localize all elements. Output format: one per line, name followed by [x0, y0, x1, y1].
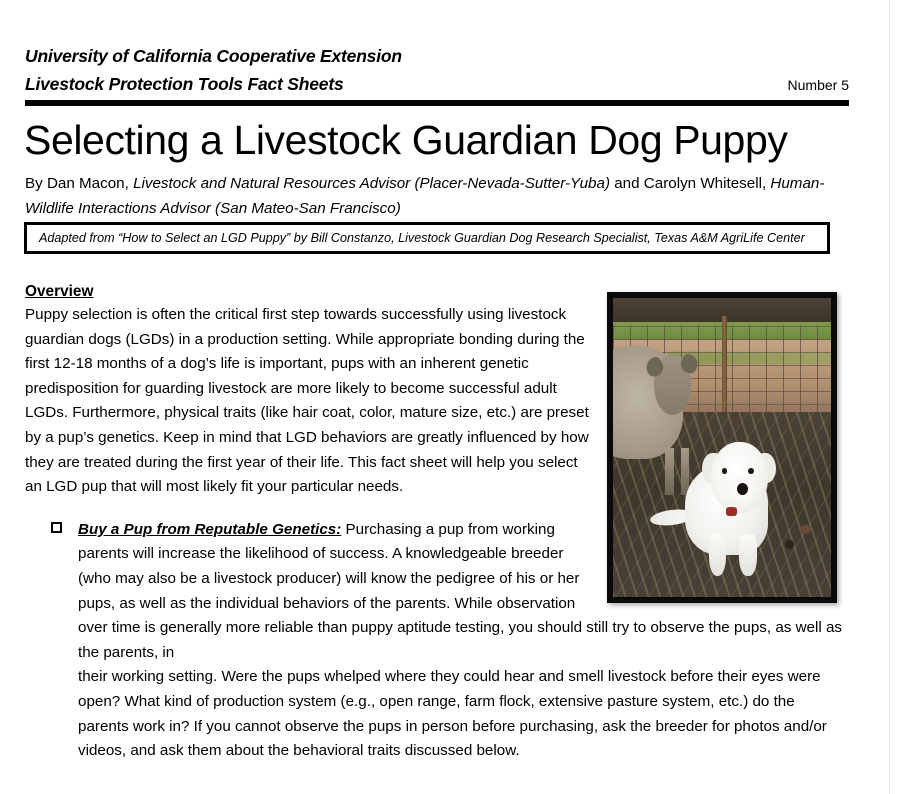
photo-puppy-collar-tag	[726, 507, 737, 516]
adapted-from-text: Adapted from “How to Select an LGD Puppy” by Bill Constanzo, Livestock Guardian Dog Research Specialist, Texas A&M AgriLife Center	[39, 231, 805, 245]
bullet-lead-label: Buy a Pup from Reputable Genetics:	[78, 520, 342, 538]
organization-line-1: University of California Cooperative Extension	[25, 46, 402, 66]
bullet-body-wrapped: Purchasing a pup from working parents will increase the likelihood of success. A knowledgeable breeder (who may also be a livestock producer) will know the pedigree of his or her pups, as well as the individual behaviors of the parents. While observation over time is generally more reliable than puppy aptitude testing, you should still try to observe the pups, as well as the parents, in	[78, 520, 843, 661]
byline-joiner: and Carolyn Whitesell,	[610, 175, 771, 192]
photo-sheep-leg-front	[665, 448, 674, 496]
section-heading-overview: Overview	[25, 283, 94, 300]
organization-line-2: Livestock Protection Tools Fact Sheets	[25, 74, 344, 94]
byline-role-2: Human-Wildlife Interactions Advisor (San Mateo-San Francisco)	[25, 175, 825, 217]
adapted-from-box	[24, 222, 830, 254]
byline-role-1: Livestock and Natural Resources Advisor (Placer-Nevada-Sutter-Yuba)	[133, 175, 610, 192]
issue-number: Number 5	[787, 77, 849, 93]
checkbox-square-icon	[51, 522, 62, 533]
bullet-paragraph-wrapped	[78, 518, 849, 666]
bullet-item-reputable-genetics	[25, 518, 849, 666]
overview-paragraph: Puppy selection is often the critical first step towards successfully using livestock guardian dogs (LGDs) in a production setting. While appropriate bonding during the first 12-18 months of a dog’s life is important, pups with an inherent genetic predisposition for guarding livestock are more likely to become successful adult LGDs. Furthermore, physical traits (like hair coat, color, mature size, etc.) are preset by a pup’s genetics. Keep in mind that LGD behaviors are greatly influenced by how they are treated during the first year of their life. This fact sheet will help you select an LGD pup that will most likely fit your particular needs.	[25, 306, 589, 496]
byline-prefix: By Dan Macon,	[25, 175, 134, 192]
masthead	[25, 42, 849, 99]
body-content	[25, 283, 849, 764]
bullet-paragraph-continued: their working setting. Were the pups whelped where they could hear and smell livestock before their eyes were open? What kind of production system (e.g., open range, farm flock, extensive pasture system, etc.) do the parents work in? If you cannot observe the pups in person before purchasing, ask the breeder for photos and/or videos, and ask them about the behavioral traits discussed below.	[78, 668, 827, 760]
photo-puppy-eye-right	[748, 468, 753, 474]
byline	[25, 171, 825, 221]
page-title: Selecting a Livestock Guardian Dog Puppy	[24, 117, 788, 163]
header-divider-rule	[25, 100, 849, 106]
photo-fence-post	[722, 316, 727, 424]
page-right-edge	[889, 0, 890, 794]
